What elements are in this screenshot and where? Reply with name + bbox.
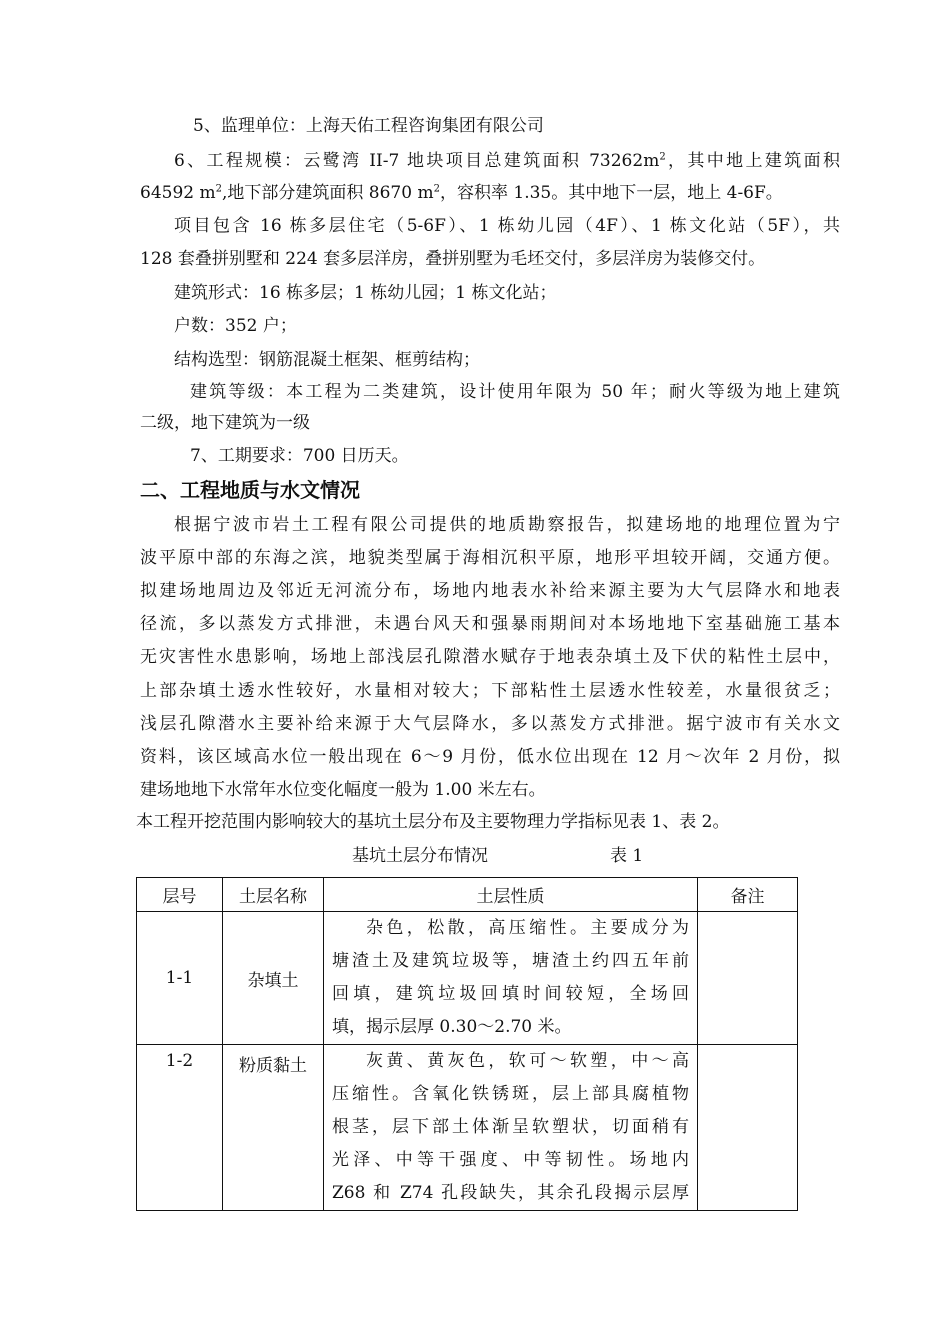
structure-type: 结构选型：钢筋混凝土框架、框剪结构；: [174, 350, 480, 370]
layer-properties: [324, 1045, 698, 1211]
property-line: 光泽、中等干强度、中等韧性。场地内: [332, 1150, 689, 1170]
paragraph-line: 上部杂填土透水性较好，水量相对较大；下部粘性土层透水性较差，水量很贫乏；: [140, 681, 840, 701]
paragraph-line: 浅层孔隙潜水主要补给来源于大气层降水，多以蒸发方式排泄。据宁波市有关水文: [140, 714, 840, 734]
table-header-row: [137, 878, 798, 912]
layer-id: 1-1: [137, 912, 223, 1045]
building-form: 建筑形式：16 栋多层；1 栋幼儿园；1 栋文化站；: [174, 283, 557, 303]
households: 户数：352 户；: [174, 316, 297, 336]
paragraph-line: 无灾害性水患影响，场地上部浅层孔隙潜水赋存于地表杂填土及下伏的粘性土层中，: [140, 647, 840, 667]
paragraph-line: 资料，该区域高水位一般出现在 6～9 月份，低水位出现在 12 月～次年 2 月份，拟: [140, 747, 840, 767]
property-line: 根茎，层下部土体渐呈软塑状，切面稍有: [332, 1117, 689, 1137]
paragraph-line: 波平原中部的东海之滨，地貌类型属于海相沉积平原，地形平坦较开阔，交通方便。: [140, 548, 840, 568]
project-contents-line2: 128 套叠拼别墅和 224 套多层洋房，叠拼别墅为毛坯交付，多层洋房为装修交付。: [140, 249, 766, 269]
layer-properties: [324, 912, 698, 1045]
building-grade-line2: 二级，地下建筑为一级: [140, 413, 310, 433]
table-row: [137, 912, 798, 1045]
table-caption-number: 表 1: [610, 846, 644, 866]
header-remarks: 备注: [698, 878, 798, 912]
paragraph-line: 根据宁波市岩土工程有限公司提供的地质勘察报告，拟建场地的地理位置为宁: [174, 515, 840, 535]
table-row: [137, 1045, 798, 1211]
property-line: 回填，建筑垃圾回填时间较短，全场回: [332, 984, 689, 1004]
property-line: 塘渣土及建筑垃圾等，塘渣土约四五年前: [332, 951, 689, 971]
building-grade-line1: 建筑等级：本工程为二类建筑，设计使用年限为 50 年；耐火等级为地上建筑: [190, 382, 840, 402]
layer-remarks: [698, 1045, 798, 1211]
item-5-supervisor: 5、监理单位：上海天佑工程咨询集团有限公司: [193, 116, 544, 136]
header-layer-properties: 土层性质: [324, 878, 698, 912]
header-layer-name: 土层名称: [223, 878, 324, 912]
paragraph-line: 径流，多以蒸发方式排泄，未遇台风天和强暴雨期间对本场地地下室基础施工基本: [140, 614, 840, 634]
layer-name: 杂填土: [223, 912, 324, 1045]
table-intro: 本工程开挖范围内影响较大的基坑土层分布及主要物理力学指标见表 1、表 2。: [136, 812, 730, 832]
property-line: 压缩性。含氧化铁锈斑，层上部具腐植物: [332, 1084, 689, 1104]
layer-id: 1-2: [137, 1045, 223, 1211]
table-caption-title: 基坑土层分布情况: [352, 846, 488, 866]
soil-layer-table: [136, 877, 798, 1211]
layer-remarks: [698, 912, 798, 1045]
property-line: Z68 和 Z74 孔段缺失，其余孔段揭示层厚: [332, 1183, 689, 1203]
section-heading-geology: 二、工程地质与水文情况: [140, 478, 360, 502]
paragraph-line: 拟建场地周边及邻近无河流分布，场地内地表水补给来源主要为大气层降水和地表: [140, 581, 840, 601]
property-line: 杂色，松散，高压缩性。主要成分为: [366, 918, 689, 938]
item-7-schedule: 7、工期要求：700 日历天。: [190, 446, 409, 466]
paragraph-line: 建场地地下水常年水位变化幅度一般为 1.00 米左右。: [140, 780, 546, 800]
property-line: 灰黄、黄灰色，软可～软塑，中～高: [366, 1051, 689, 1071]
item-6-scale-line1: 6、工程规模：云鹭湾 II-7 地块项目总建筑面积 $73262m^2$，其中地上建筑面积: [174, 151, 840, 171]
header-layer-id: 层号: [137, 878, 223, 912]
property-line: 填，揭示层厚 0.30～2.70 米。: [332, 1017, 572, 1037]
item-6-scale-line2: 64592 $m^2$,地下部分建筑面积 8670 $m^2$，容积率 1.35。其中地下一层，地上 4-6F。: [140, 183, 783, 203]
project-contents-line1: 项目包含 16 栋多层住宅（5-6F）、1 栋幼儿园（4F）、1 栋文化站（5F），共: [174, 216, 840, 236]
layer-name: 粉质黏土: [223, 1045, 324, 1211]
